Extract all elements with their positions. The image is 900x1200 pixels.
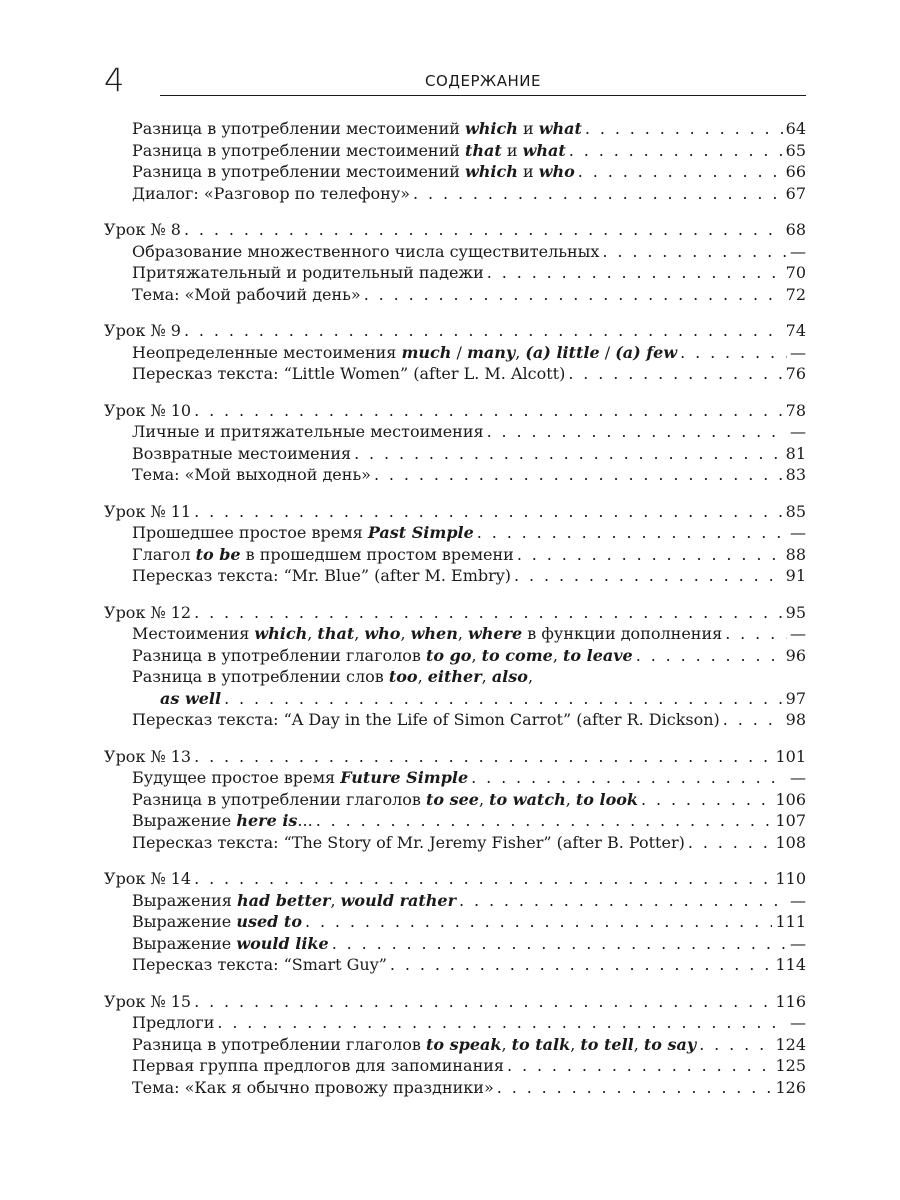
toc-page-number: 96 [785,645,806,665]
toc-entry[interactable] [104,565,806,587]
toc-text: и [517,162,539,181]
toc-text: , [527,667,534,686]
toc-term: to come [481,645,553,665]
toc-page-number: 78 [785,400,806,420]
toc-page-number: 67 [785,183,806,203]
toc-text: в функции дополнения [522,624,723,643]
toc-entry-label [132,709,720,731]
toc-text: Местоимения [132,624,255,643]
toc-term: would like [236,933,329,953]
dot-leader [217,1012,787,1034]
dot-leader [194,400,783,422]
toc-text: Предлоги [132,1013,215,1032]
toc-page-number: 72 [785,284,806,304]
toc-page-number: 68 [785,220,806,239]
toc-page-number: — [790,624,806,643]
toc-entry[interactable] [104,767,806,789]
dot-leader [487,421,787,443]
toc-block [104,118,806,204]
toc-block [104,219,806,305]
toc-page-number: 88 [785,544,806,564]
toc-entry-label [132,666,533,688]
toc-term: had better [236,890,331,910]
toc-entry-label [132,363,565,385]
toc-entry[interactable] [104,1077,806,1099]
toc-entry-label [132,911,302,933]
toc-page-number: — [790,933,806,953]
toc-page-number: 101 [775,746,806,766]
dot-leader [194,991,772,1013]
toc-text: Прошедшее простое время [132,523,368,542]
toc-entry-label [132,342,677,364]
toc-entry-label [132,262,484,284]
toc-entry-label [132,464,371,486]
toc-entry-label [132,1034,696,1056]
toc-entry-label [104,219,181,241]
toc-entry[interactable] [104,666,806,688]
toc-page-number: 83 [785,465,806,484]
dot-leader [194,746,772,768]
toc-term: Past Simple [367,523,474,542]
dot-leader [194,602,783,624]
toc-term: here is [236,811,298,830]
toc-page-number: 114 [775,955,806,974]
toc-lesson-entry[interactable] [104,219,806,241]
toc-text: Выражение [132,933,237,953]
toc-term: either [427,667,482,686]
toc-entry-label [132,284,361,306]
toc-block [104,868,806,976]
toc-text: , [552,645,563,665]
toc-page-number: 65 [785,140,806,160]
toc-page-number: — [790,422,806,441]
toc-page-number: — [790,768,806,787]
dot-leader [699,1034,772,1056]
toc-text: Диалог: «Разговор по телефону» [132,183,411,203]
toc-text: , [565,789,576,809]
toc-entry[interactable] [104,954,806,976]
toc-term: which [254,624,308,643]
toc-block [104,501,806,587]
toc-term: to watch [489,789,566,809]
toc-text: Разница в употреблении глаголов [132,789,426,809]
toc-text: Пересказ текста: “Mr. Blue” (after M. Embry) [132,566,512,585]
toc-page-number: 81 [785,443,806,463]
toc-block [104,320,806,385]
toc-text: Урок № 12 [104,602,192,622]
toc-entry-label [132,421,484,443]
dot-leader [568,363,782,385]
toc-entry[interactable] [104,284,806,306]
toc-entry[interactable] [104,810,806,832]
toc-text: Урок № 8 [104,220,181,239]
toc-term: used to [236,912,302,931]
page-title: СОДЕРЖАНИЕ [425,72,541,90]
toc-entry-label [132,522,474,544]
toc-page-number: 95 [785,602,806,622]
toc-page-number: 108 [775,832,806,852]
toc-entry[interactable] [104,183,806,205]
toc-text: , [417,667,428,686]
toc-text: Пересказ текста: “Smart Guy” [132,955,387,974]
toc-text: Притяжательный и родительный падежи [132,263,484,282]
toc-term: when [410,624,458,643]
toc-block [104,602,806,731]
dot-leader [497,1077,773,1099]
dot-leader [194,868,772,890]
toc-entry[interactable] [104,363,806,385]
toc-term: to go [425,645,472,665]
toc-page-number: 107 [775,811,806,830]
toc-term: to speak [425,1034,502,1054]
dot-leader [602,241,787,263]
dot-leader [471,767,787,789]
toc-text: Разница в употреблении глаголов [132,645,426,665]
toc-lesson-entry[interactable] [104,868,806,890]
toc-text: , [400,624,411,643]
toc-entry-label [132,565,511,587]
toc-entry[interactable] [104,789,806,811]
toc-entry-label [104,746,191,768]
dot-leader [332,933,787,955]
toc-entry-label [104,501,191,523]
toc-entry[interactable] [104,140,806,162]
toc-text: , [501,1034,512,1054]
toc-entry-label [132,890,456,912]
dot-leader [459,890,787,912]
dot-leader [364,284,783,306]
toc-entry[interactable] [104,911,806,933]
toc-text: и [517,119,539,138]
toc-text: Выражение [132,811,237,830]
toc-page-number: — [790,342,806,362]
toc-term: to say [643,1034,697,1054]
toc-page-number: 76 [785,364,806,383]
toc-entry[interactable] [104,522,806,544]
toc-text: Урок № 14 [104,869,192,888]
toc-text: Возвратные местоимения [132,443,352,463]
toc-entry[interactable] [104,709,806,731]
toc-entry-label [132,832,685,854]
toc-lesson-entry[interactable] [104,501,806,523]
toc-page-number: 98 [785,710,806,729]
toc-term: who [538,162,575,181]
toc-entry[interactable] [104,933,806,955]
toc-page-number: 110 [775,869,806,888]
dot-leader [184,219,783,241]
dot-leader [224,688,783,710]
toc-entry[interactable] [104,890,806,912]
toc-entry[interactable] [104,645,806,667]
toc-text: , [307,624,318,643]
toc-entry-label [160,688,221,710]
toc-text: , [478,789,490,809]
toc-page-number: 70 [785,263,806,282]
toc-term: to see [425,789,479,809]
toc-text: , [515,342,526,362]
toc-entry-label [104,991,191,1013]
toc-term: also [491,667,528,686]
toc-page-number: 85 [785,501,806,521]
toc-text: Выражения [132,890,237,910]
toc-term: to leave [562,645,633,665]
toc-text: Первая группа предлогов для запоминания [132,1056,505,1075]
dot-leader [374,464,783,486]
toc-text: Тема: «Как я обычно провожу праздники» [132,1077,494,1097]
header-divider [160,95,806,96]
dot-leader [477,522,787,544]
toc-term: to look [575,789,639,809]
toc-block [104,746,806,854]
toc-text: Разница в употреблении местоимений [132,119,465,138]
dot-leader [487,262,783,284]
dot-leader [585,118,783,140]
toc-entry[interactable] [104,464,806,486]
toc-term: who [364,624,401,643]
dot-leader [641,789,772,811]
dot-leader [514,565,783,587]
dot-leader [517,544,783,566]
toc-text: Неопределенные местоимения [132,342,402,362]
toc-term: what [522,140,566,160]
toc-entry-label [104,320,181,342]
toc-text: Урок № 15 [104,991,192,1011]
toc-text: Урок № 10 [104,400,192,420]
toc-block [104,991,806,1099]
toc-text: Пересказ текста: “A Day in the Life of Simon Carrot” (after R. Dickson) [132,710,720,729]
toc-text: Личные и притяжательные местоимения [132,422,484,441]
toc-text: Разница в употреблении слов [132,667,389,686]
toc-page-number: 66 [785,162,806,181]
toc-entry[interactable] [104,623,806,645]
toc-page-number: — [790,1013,806,1032]
dot-leader [636,645,783,667]
toc-text: , [570,1034,581,1054]
page-number: 4 [104,61,125,99]
toc-entry[interactable] [104,832,806,854]
toc-entry-label [132,933,329,955]
toc-text: , [457,624,469,643]
toc-text: Пересказ текста: “The Story of Mr. Jeremy Fisher” (after B. Potter) [132,832,685,852]
toc-term: what [538,119,582,138]
toc-entry-label [132,767,468,789]
toc-entry-label [132,544,514,566]
toc-text: Тема: «Мой выходной день» [132,465,371,484]
toc-page-number: 64 [785,119,806,138]
toc-term: that [317,624,355,643]
toc-page-number: 124 [775,1034,806,1054]
table-of-contents [104,118,806,1113]
toc-entry-label [132,1077,494,1099]
dot-leader [316,810,773,832]
dot-leader [390,954,773,976]
toc-entry[interactable] [104,688,806,710]
toc-block [104,400,806,486]
toc-text: Разница в употреблении глаголов [132,1034,426,1054]
toc-entry-label [132,241,599,263]
toc-entry-label [132,140,566,162]
toc-text: Будущее простое время [132,768,341,787]
toc-entry-label [104,602,191,624]
toc-text: , [633,1034,644,1054]
toc-text: Тема: «Мой рабочий день» [132,284,361,304]
toc-entry[interactable] [104,443,806,465]
toc-text: Выражение [132,912,237,931]
toc-text: , [330,890,341,910]
toc-lesson-entry[interactable] [104,602,806,624]
toc-page-number: 106 [775,789,806,809]
toc-entry[interactable] [104,1034,806,1056]
toc-term: as well [160,688,222,708]
toc-page-number: — [790,241,806,261]
toc-page-number: 111 [775,912,806,931]
toc-entry-label [132,183,410,205]
dot-leader [184,320,783,342]
toc-entry-label [132,443,351,465]
dot-leader [413,183,783,205]
toc-text: Образование множественного числа существительных [132,241,600,261]
toc-entry-label [132,623,722,645]
dot-leader [194,501,783,523]
dot-leader [305,911,772,933]
toc-term: many [466,342,516,362]
toc-entry[interactable] [104,421,806,443]
toc-text: и [501,140,523,160]
toc-text: / [599,342,616,362]
toc-term: too [388,667,418,686]
toc-lesson-entry[interactable] [104,400,806,422]
dot-leader [569,140,783,162]
toc-entry-label [132,161,575,183]
toc-term: much [401,342,452,362]
toc-page-number: 74 [785,321,806,340]
toc-lesson-entry[interactable] [104,991,806,1013]
toc-term: which [465,162,518,181]
toc-term: Future Simple [340,768,469,787]
toc-text: Урок № 11 [104,501,192,521]
toc-entry-label [132,789,638,811]
toc-entry-label [132,1055,504,1077]
toc-text: в прошедшем простом времени [240,544,514,564]
toc-term: (a) few [615,342,678,362]
dot-leader [723,709,783,731]
toc-text: Урок № 13 [104,746,192,766]
toc-text: Глагол [132,544,196,564]
toc-entry-label [104,868,191,890]
toc-term: which [465,119,518,138]
dot-leader [507,1055,772,1077]
toc-page-number: 116 [775,991,806,1011]
toc-lesson-entry[interactable] [104,320,806,342]
dot-leader [688,832,773,854]
toc-text: Урок № 9 [104,321,181,340]
toc-entry[interactable] [104,161,806,183]
toc-term: to talk [511,1034,571,1054]
dot-leader [680,342,787,364]
toc-entry-label [132,954,387,976]
toc-page-number: — [790,523,806,542]
toc-entry[interactable] [104,544,806,566]
toc-text: / [451,342,467,362]
dot-leader [725,623,787,645]
toc-term: where [468,624,523,643]
toc-entry[interactable] [104,118,806,140]
toc-entry[interactable] [104,342,806,364]
toc-entry-label [104,400,191,422]
dot-leader [354,443,783,465]
toc-entry-label [132,645,633,667]
toc-term: that [465,140,502,160]
toc-entry-label [132,810,313,832]
toc-entry[interactable] [104,262,806,284]
toc-lesson-entry[interactable] [104,746,806,768]
toc-entry[interactable] [104,241,806,263]
toc-page-number: 91 [785,566,806,585]
toc-text: Разница в употреблении местоимений [132,162,465,181]
toc-term: to tell [580,1034,634,1054]
toc-page-number: 126 [775,1077,806,1097]
toc-entry[interactable] [104,1055,806,1077]
toc-text: , [471,645,482,665]
dot-leader [578,161,783,183]
toc-term: would rather [340,890,456,910]
toc-page-number: 97 [785,688,806,708]
toc-text: , [481,667,492,686]
toc-text: ... [297,811,313,830]
toc-entry-label [132,118,582,140]
toc-page-number: 125 [775,1056,806,1075]
toc-text: , [354,624,365,643]
toc-text: Разница в употреблении местоимений [132,140,465,160]
toc-entry-label [132,1012,214,1034]
toc-entry[interactable] [104,1012,806,1034]
toc-text: Пересказ текста: “Little Women” (after L. M. Alcott) [132,364,566,383]
toc-term: to be [195,544,241,564]
toc-term: (a) little [525,342,600,362]
toc-page-number: — [790,890,806,910]
